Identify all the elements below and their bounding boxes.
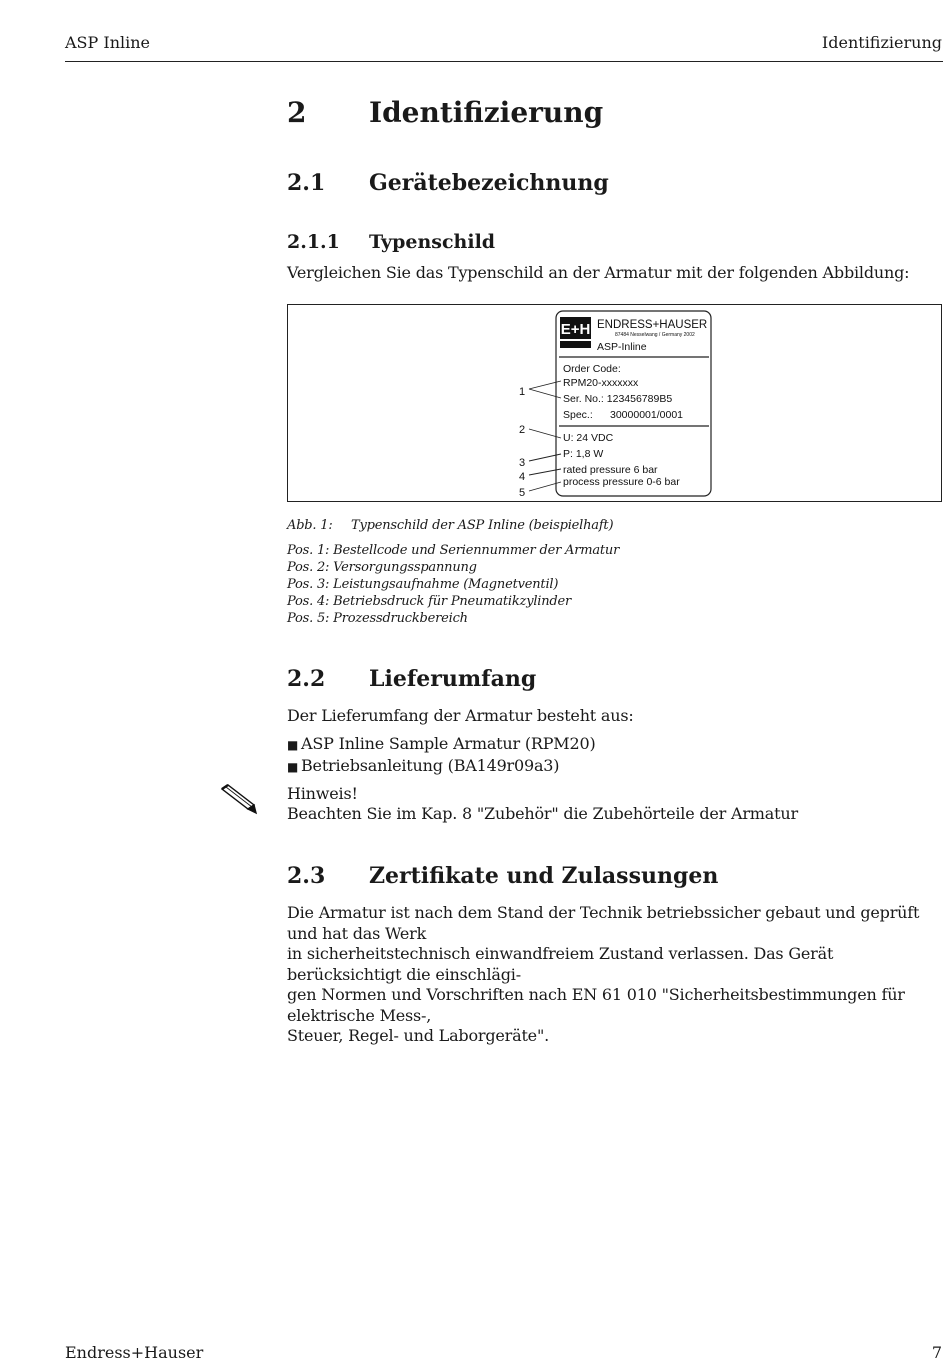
- list-item: [287, 756, 596, 778]
- delivery-list: [287, 734, 596, 777]
- list-item-text: Betriebsanleitung (BA149r09a3): [301, 755, 560, 775]
- list-item-text: ASP Inline Sample Armatur (RPM20): [301, 734, 596, 753]
- plate-serial: Ser. No.: 123456789B5: [563, 393, 673, 405]
- plate-brand: ENDRESS+HAUSER: [597, 319, 708, 331]
- figure-label: Abb. 1:: [287, 518, 333, 533]
- subsection-title: Typenschild: [369, 231, 496, 253]
- plate-brand-sub: 87484 Nesselwang / Germany 2002: [615, 332, 695, 338]
- chapter-title: Identifizierung: [369, 96, 604, 129]
- subsection-number: 2.1.1: [287, 231, 340, 253]
- plate-rated-pressure: rated pressure 6 bar: [563, 464, 658, 476]
- legend-item: Pos. 4: Betriebsdruck für Pneumatikzylinder: [287, 594, 572, 609]
- paragraph-line: Die Armatur ist nach dem Stand der Technik betriebssicher gebaut und geprüft und hat das Werk: [287, 903, 920, 943]
- plate-spec-label: Spec.:: [563, 409, 593, 421]
- callout-1: 1: [519, 386, 526, 398]
- section-heading-2-1: [287, 170, 609, 196]
- figure-legend: [287, 542, 619, 627]
- eh-logo-icon: [560, 317, 591, 348]
- callout-5: 5: [519, 487, 526, 499]
- logo-text: E+H: [560, 321, 591, 338]
- nameplate-drawing: [288, 305, 941, 501]
- callout-2: 2: [519, 424, 526, 436]
- figure-caption-text: Typenschild der ASP Inline (beispielhaft): [351, 518, 614, 533]
- page-number: 7: [931, 1343, 942, 1362]
- plate-product: ASP-Inline: [597, 341, 647, 353]
- lieferumfang-intro: Der Lieferumfang der Armatur besteht aus:: [287, 706, 634, 725]
- nameplate-figure: [287, 304, 942, 502]
- note-title: Hinweis!: [287, 784, 358, 803]
- plate-power: P: 1,8 W: [563, 448, 604, 460]
- subsection-heading-2-1-1: [287, 231, 495, 253]
- zertifikate-paragraph: [287, 903, 947, 1047]
- plate-voltage: U: 24 VDC: [563, 432, 614, 444]
- list-item: [287, 734, 596, 756]
- legend-item: Pos. 2: Versorgungsspannung: [287, 560, 477, 575]
- callout-3: 3: [519, 457, 526, 469]
- header-rule: [65, 61, 943, 62]
- plate-order-code: RPM20-xxxxxxx: [563, 377, 639, 389]
- paragraph-line: in sicherheitstechnisch einwandfreiem Zustand verlassen. Das Gerät berücksichtigt die einschlägi-: [287, 944, 834, 984]
- section-heading-2-3: [287, 863, 718, 889]
- section-number: 2.1: [287, 170, 326, 196]
- legend-item: Pos. 1: Bestellcode und Seriennummer der Armatur: [287, 543, 620, 558]
- chapter-heading: [287, 96, 603, 129]
- plate-spec-value: 30000001/0001: [610, 409, 683, 421]
- plate-order-label: Order Code:: [563, 363, 621, 375]
- running-header-right: Identifizierung: [821, 33, 942, 52]
- section-number: 2.2: [287, 666, 326, 692]
- running-header-left: ASP Inline: [65, 33, 150, 52]
- section-number: 2.3: [287, 863, 326, 889]
- typenschild-intro: Vergleichen Sie das Typenschild an der Armatur mit der folgenden Abbildung:: [287, 263, 910, 282]
- legend-item: Pos. 3: Leistungsaufnahme (Magnetventil): [287, 577, 559, 592]
- figure-caption: [287, 517, 613, 534]
- callout-4: 4: [519, 471, 526, 483]
- pencil-icon: [218, 783, 258, 819]
- section-title: Gerätebezeichnung: [369, 170, 609, 196]
- section-title: Zertifikate und Zulassungen: [369, 863, 719, 889]
- section-heading-2-2: [287, 666, 536, 692]
- chapter-number: 2: [287, 96, 307, 129]
- bullet-icon: ■: [287, 738, 299, 752]
- plate-process-pressure: process pressure 0-6 bar: [563, 476, 680, 488]
- bullet-icon: ■: [287, 759, 299, 774]
- note-text: Beachten Sie im Kap. 8 "Zubehör" die Zubehörteile der Armatur: [287, 804, 798, 823]
- paragraph-line: gen Normen und Vorschriften nach EN 61 010 "Sicherheitsbestimmungen für elektrische Mess-,: [287, 985, 905, 1025]
- legend-item: Pos. 5: Prozessdruckbereich: [287, 611, 468, 626]
- paragraph-line: Steuer, Regel- und Laborgeräte".: [287, 1026, 549, 1045]
- section-title: Lieferumfang: [369, 666, 537, 692]
- footer-left: Endress+Hauser: [65, 1343, 204, 1362]
